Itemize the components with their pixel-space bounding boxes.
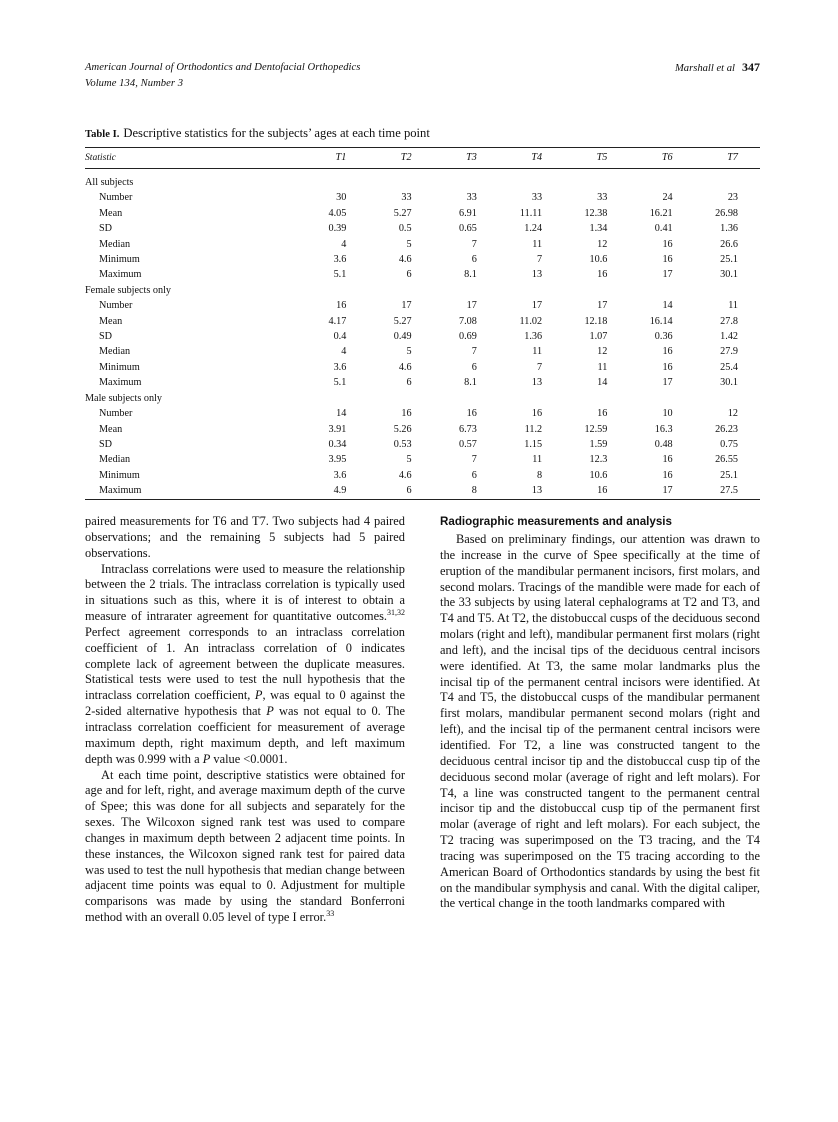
- table-row: [85, 267, 760, 282]
- cell: 27.9: [720, 346, 738, 358]
- table-row: [85, 314, 760, 329]
- table-row: [85, 406, 760, 421]
- cell: 1.34: [589, 223, 608, 235]
- table-header-row: [85, 148, 760, 169]
- table-row: [85, 206, 760, 221]
- cell: 27.8: [720, 315, 738, 327]
- cell: 14: [662, 300, 673, 312]
- left-text-column: [85, 514, 405, 926]
- running-head-journal: [85, 60, 360, 91]
- row-label: Minimum: [99, 361, 140, 373]
- table-row: [85, 375, 760, 390]
- cell: 6: [471, 469, 477, 481]
- cell: 10.6: [589, 254, 608, 266]
- table-row: [85, 483, 760, 499]
- paragraph-continuation: paired measurements for T6 and T7. Two subjects had 4 paired observations; and the remaining 5 subjects had 5 paired observations.: [85, 514, 405, 560]
- cell: 16: [662, 469, 673, 481]
- cell: 8: [537, 469, 543, 481]
- row-label: Median: [99, 454, 131, 466]
- cell: 1.59: [589, 438, 608, 450]
- cell: 14: [336, 408, 347, 420]
- descriptive-statistics-table: [85, 147, 760, 500]
- cell: 33: [466, 192, 477, 204]
- cell: 33: [597, 192, 608, 204]
- cell: 0.5: [398, 223, 412, 235]
- table-label: Table I.: [85, 129, 120, 140]
- cell: 4: [341, 346, 347, 358]
- cell: 7: [471, 346, 477, 358]
- cell: 23: [727, 192, 738, 204]
- row-label: Mean: [99, 423, 123, 435]
- para-text: Intraclass correlations were used to measure the relationship between the 2 trials. The intraclass correlation is typically used in situations such as this, where it is of interest to obtain a measure of intrarater agreement for quantitative outcomes.: [85, 561, 405, 624]
- cell: 12: [727, 408, 738, 420]
- table-row: [85, 190, 760, 205]
- cell: 1.15: [524, 438, 543, 450]
- row-label: Median: [99, 238, 131, 250]
- cell: 26.23: [715, 423, 738, 435]
- cell: 3.6: [333, 254, 347, 266]
- cell: 7: [537, 254, 543, 266]
- cell: 6: [471, 361, 477, 373]
- row-label: Maximum: [99, 269, 142, 281]
- para-text: was not equal to 0. The intraclass correlation coefficient for measurement of average maximum depth, right maximum depth, and left maximum depth was 0.999 with a: [85, 704, 405, 766]
- cell: 5.1: [333, 377, 347, 389]
- column-header-t2: T2: [400, 152, 412, 163]
- paragraph-intraclass: [85, 562, 405, 768]
- column-header-t7: T7: [727, 152, 738, 163]
- cell: 0.48: [654, 438, 673, 450]
- table-body: [85, 169, 760, 500]
- cell: 7: [537, 361, 543, 373]
- row-label: Maximum: [99, 377, 142, 389]
- cell: 0.65: [459, 223, 477, 235]
- symbol-p: P: [266, 704, 274, 719]
- cell: 27.5: [695, 483, 760, 499]
- table-row: [85, 252, 760, 267]
- cell: 1.07: [589, 331, 608, 343]
- cell: 8.1: [464, 377, 477, 389]
- cell: 11.02: [519, 315, 543, 327]
- running-head-authors: Marshall et al: [674, 63, 735, 74]
- cell: 0.57: [459, 438, 477, 450]
- cell: 26.98: [715, 207, 738, 219]
- cell: 11: [532, 454, 543, 466]
- cell: 16: [564, 483, 629, 499]
- paragraph-radiographic: Based on preliminary findings, our attention was drawn to the increase in the curve of Spee specifically at the time of eruption of the mandibular permanent incisors, first molars, and second molars. Tracings of the mandible were made for each of the 33 subjects by using lateral cephalograms at T2 and T3, and T4 and T5. At T2, the distobuccal cusps of the deciduous second molars (right and left), mandibular permanent first molars (right and left), and the incisal tips of the deciduous central incisors were identified. At T3, the same molar landmarks plus the incisal tip of the permanent central incisors were identified. At T4 and T5, the distobuccal cusps of the mandibular permanent first molars, mandibular permanent second molars (right and left), and the incisal tip of the permanent central incisors were identified. For T2, a line was constructed tangent to the deciduous central incisor tip and the distobuccal cusp tip of the deciduous second molar (average of right and left molars). For T4, a line was constructed tangent to the permanent central incisor tip and the distobuccal cusp tip of the permanent first molar (average of right and left molars). For each subject, the T2 tracing was superimposed on the T3 tracing, and the T4 tracing was superimposed on the T5 tracing according to the American Board of Orthodontics standards by using the best fit on the mandibular symphysis and canal. With the digital caliper, the vertical change in the tooth landmarks compared with: [440, 532, 760, 911]
- table-group-header: [85, 391, 760, 406]
- table-row: [85, 468, 760, 483]
- cell: 3.6: [333, 469, 347, 481]
- cell: 16: [662, 238, 673, 250]
- cell: 5: [406, 454, 412, 466]
- cell: 1.24: [524, 223, 543, 235]
- cell: 1.36: [524, 331, 543, 343]
- cell: 16: [597, 408, 608, 420]
- cell: 0.53: [393, 438, 412, 450]
- row-label: SD: [99, 223, 113, 235]
- cell: 30: [336, 192, 347, 204]
- column-header-t1: T1: [335, 152, 347, 163]
- row-label: Median: [99, 346, 131, 358]
- column-header-t3: T3: [466, 152, 477, 163]
- cell: 6: [368, 483, 433, 499]
- cell: 12: [597, 238, 608, 250]
- cell: 11: [728, 300, 738, 312]
- cell: 4.6: [398, 469, 412, 481]
- table-title: Descriptive statistics for the subjects’ ages at each time point: [123, 126, 430, 140]
- cell: 26.6: [720, 238, 738, 250]
- cell: 3.95: [328, 454, 347, 466]
- cell: 4.17: [328, 315, 347, 327]
- cell: 10.6: [589, 469, 608, 481]
- para-text: value <0.0001.: [210, 751, 288, 766]
- para-text: At each time point, descriptive statistics were obtained for age and for left, right, and average maximum depth of the curve of Spee; this was done for all subjects and separately for the sexes. The Wilcoxon signed rank test was used to compare changes in maximum depth between 2 adjacent time points. In these instances, the Wilcoxon signed rank test for paired data was used to test the null hypothesis that median change between adjacent time points was equal to 0. Adjustment for multiple comparisons was made by using the standard Bonferroni method with an overall 0.05 level of type I error.: [85, 767, 405, 925]
- cell: 4.6: [398, 361, 412, 373]
- cell: 6: [406, 269, 412, 281]
- cell: 11: [597, 361, 608, 373]
- row-label: Minimum: [99, 469, 140, 481]
- cell: 16: [662, 454, 673, 466]
- cell: 17: [662, 269, 673, 281]
- right-text-column: [440, 514, 760, 912]
- row-label: Mean: [99, 315, 123, 327]
- symbol-p: P: [254, 688, 263, 703]
- cell: 26.55: [715, 454, 738, 466]
- cell: 7.08: [459, 315, 477, 327]
- table-group-header: [85, 175, 760, 190]
- journal-volume: Volume 134, Number 3: [85, 77, 184, 89]
- cell: 10: [662, 408, 673, 420]
- cell: 11: [532, 346, 543, 358]
- body-text: [85, 514, 760, 1059]
- cell: 4.6: [398, 254, 412, 266]
- cell: 13: [499, 483, 564, 499]
- group-label: Female subjects only: [85, 284, 172, 296]
- table-row: [85, 422, 760, 437]
- para-text: Perfect agreement corresponds to an intraclass correlation coefficient of 1. An intraclass correlation of 0 indicates complete lack of agreement between the duplicate measures. Statistical tests were used to test the null hypothesis that the intraclass correlation coefficient,: [85, 624, 405, 703]
- cell: 12.38: [584, 207, 608, 219]
- cell: 16: [531, 408, 543, 420]
- cell: 13: [531, 377, 543, 389]
- cell: 16: [597, 269, 608, 281]
- cell: 30.1: [720, 269, 738, 281]
- cell: 0.39: [328, 223, 347, 235]
- cell: 8: [434, 483, 499, 499]
- section-heading: Radiographic measurements and analysis: [440, 515, 672, 528]
- cell: 25.1: [720, 254, 738, 266]
- cell: 16: [662, 254, 673, 266]
- table-group-header: [85, 283, 760, 298]
- cell: 16.21: [649, 207, 673, 219]
- cell: 5: [406, 238, 412, 250]
- cell: 0.36: [654, 331, 673, 343]
- cell: 0.75: [720, 438, 738, 450]
- table-row: [85, 329, 760, 344]
- cell: 33: [531, 192, 543, 204]
- column-header-t4: T4: [531, 152, 543, 163]
- paragraph-descriptive-stats: [85, 768, 405, 926]
- row-label: SD: [99, 331, 113, 343]
- row-label: Minimum: [99, 254, 140, 266]
- cell: 12.3: [589, 454, 608, 466]
- page-number: 347: [742, 60, 760, 74]
- cell: 17: [531, 300, 543, 312]
- group-label: All subjects: [85, 177, 134, 188]
- cell: 5: [406, 346, 412, 358]
- cell: 17: [662, 377, 673, 389]
- cell: 16: [662, 346, 673, 358]
- cell: 11.11: [519, 207, 543, 219]
- cell: 4: [341, 238, 347, 250]
- cell: 0.34: [328, 438, 347, 450]
- cell: 12: [597, 346, 608, 358]
- cell: 16: [466, 408, 477, 420]
- cell: 30.1: [720, 377, 738, 389]
- cell: 16: [662, 361, 673, 373]
- cell: 4.9: [303, 483, 368, 499]
- citation-ref: 31,32: [387, 607, 405, 617]
- cell: 16.14: [649, 315, 673, 327]
- cell: 14: [597, 377, 608, 389]
- cell: 6.73: [459, 423, 477, 435]
- cell: 17: [629, 483, 694, 499]
- citation-ref: 33: [326, 908, 335, 918]
- cell: 0.4: [333, 331, 347, 343]
- cell: 3.6: [333, 361, 347, 373]
- cell: 0.41: [654, 223, 673, 235]
- running-head: [85, 60, 760, 94]
- cell: 25.4: [720, 361, 738, 373]
- table-row: [85, 360, 760, 375]
- cell: 0.49: [393, 331, 412, 343]
- group-label: Male subjects only: [85, 392, 162, 404]
- table-container: [85, 126, 760, 500]
- column-header-t6: T6: [661, 152, 673, 163]
- cell: 6: [471, 254, 477, 266]
- cell: 17: [466, 300, 477, 312]
- cell: 5.27: [393, 315, 412, 327]
- cell: 11.2: [524, 423, 543, 435]
- cell: 7: [471, 238, 477, 250]
- para-text: , was equal to 0 against the 2-sided alternative hypothesis that: [85, 688, 405, 719]
- cell: 5.26: [393, 423, 412, 435]
- cell: 5.1: [333, 269, 347, 281]
- cell: 33: [401, 192, 412, 204]
- row-label: SD: [99, 438, 113, 450]
- table-row: [85, 298, 760, 313]
- cell: 13: [531, 269, 543, 281]
- table-row: [85, 221, 760, 236]
- cell: 25.1: [720, 469, 738, 481]
- cell: 16.3: [654, 423, 673, 435]
- cell: 4.05: [328, 207, 347, 219]
- cell: 17: [401, 300, 412, 312]
- cell: 8.1: [464, 269, 477, 281]
- cell: 6.91: [459, 207, 477, 219]
- cell: 16: [336, 300, 347, 312]
- cell: 16: [401, 408, 412, 420]
- row-label: Maximum: [85, 483, 303, 499]
- table-row: [85, 452, 760, 467]
- row-label: Number: [99, 408, 133, 420]
- cell: 11: [532, 238, 543, 250]
- cell: 0.69: [459, 331, 477, 343]
- table-head: [85, 148, 760, 169]
- column-header-t5: T5: [596, 152, 608, 163]
- table-row: [85, 344, 760, 359]
- row-label: Number: [99, 192, 133, 204]
- cell: 3.91: [328, 423, 347, 435]
- cell: 1.42: [720, 331, 738, 343]
- running-head-right: [675, 60, 760, 77]
- cell: 17: [597, 300, 608, 312]
- cell: 7: [471, 454, 477, 466]
- cell: 6: [406, 377, 412, 389]
- journal-title: American Journal of Orthodontics and Dentofacial Orthopedics: [85, 62, 361, 73]
- row-label: Mean: [99, 207, 123, 219]
- cell: 12.59: [584, 423, 608, 435]
- table-caption: [85, 126, 760, 142]
- column-header-statistic: Statistic: [85, 152, 116, 163]
- cell: 12.18: [584, 315, 608, 327]
- cell: 1.36: [720, 223, 738, 235]
- symbol-p: P: [202, 751, 211, 766]
- table-row: [85, 437, 760, 452]
- cell: 24: [662, 192, 673, 204]
- row-label: Number: [99, 300, 133, 312]
- cell: 5.27: [393, 207, 412, 219]
- table-row: [85, 237, 760, 252]
